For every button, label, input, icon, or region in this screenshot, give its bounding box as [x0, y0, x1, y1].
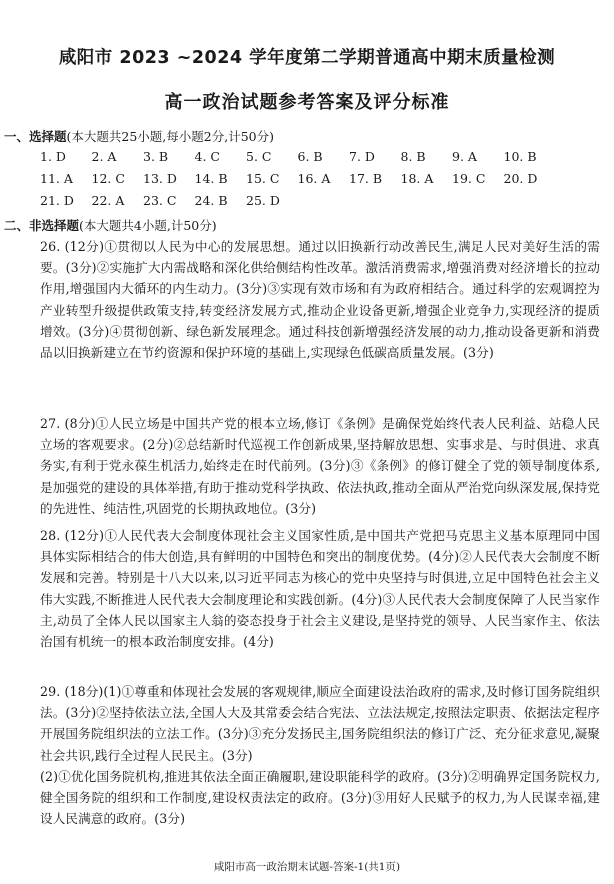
- section-essay-label: 二、非选择题: [4, 218, 80, 233]
- answer-item: 2. A: [91, 149, 117, 164]
- answer-item: 8. B: [400, 149, 426, 164]
- answer-item: 7. D: [349, 149, 375, 164]
- section-choice-note: (本大题共25小题,每小题2分,计50分): [66, 129, 274, 144]
- answer-item: 24. B: [194, 193, 228, 208]
- question-29-answer: [40, 681, 600, 829]
- answer-item: 21. D: [40, 193, 74, 208]
- question-29-part2: (2)①优化国务院机构,推进其依法全面正确履职,建设职能科学的政府。(3分)②明确界定国务院权力,健全国务院的组织和工作制度,建设权责法定的政府。(3分)③用好人民赋予的权力,为人民谋幸福,建设人民满意的政府。(3分): [40, 768, 600, 827]
- answer-item: 22. A: [91, 193, 125, 208]
- question-28-answer: 28. (12分)①人民代表大会制度体现社会主义国家性质,是中国共产党把马克思主义基本原理同中国具体实际相结合的伟大创造,具有鲜明的中国特色和突出的制度优势。(4分)②人民代表大会制度不断发展和完善。特别是十八大以来,以习近平同志为核心的党中央坚持与时俱进,立足中国特色社会主义伟大实践,不断推进人民代表大会制度理论和实践创新。(4分)③人民代表大会制度保障了人民当家作主,动员了全体人民以国家主人翁的姿态投身于社会主义建设,是坚持党的领导、人民当家作主、依法治国有机统一的根本政治制度安排。(4分): [40, 528, 600, 650]
- answer-item: 10. B: [503, 149, 537, 164]
- answer-item: 17. B: [349, 171, 383, 186]
- answer-item: 1. D: [40, 149, 66, 164]
- answer-item: 14. B: [194, 171, 228, 186]
- answer-item: 12. C: [91, 171, 125, 186]
- answer-item: 9. A: [452, 149, 477, 164]
- document-subtitle: 高一政治试题参考答案及评分标准: [164, 92, 450, 113]
- section-choice-label: 一、选择题: [4, 129, 67, 144]
- answer-item: 25. D: [246, 193, 280, 208]
- answer-item: 19. C: [452, 171, 486, 186]
- document-title: 咸阳市 2023 ~2024 学年度第二学期普通高中期末质量检测: [58, 48, 556, 68]
- page-footer: 咸阳市高一政治期末试题-答案-1(共1页): [213, 861, 401, 873]
- question-26-answer: 26. (12分)①贯彻以人民为中心的发展思想。通过以旧换新行动改善民生,满足人民对美好生活的需要。(3分)②实施扩大内需战略和深化供给侧结构性改革。激活消费需求,增强消费对经济增长的拉动作用,增强国内大循环的内生动力。(3分)③实现有效市场和有为政府相结合。通过科学的宏观调控为产业转型升级提供政策支持,转变经济发展方式,推动企业设备更新,增强企业竞争力,实现经济的提质增效。(3分)④贯彻创新、绿色新发展理念。通过科技创新增强经济发展的动力,推动设备更新和消费品以旧换新建立在节约资源和保护环境的基础上,实现绿色低碳高质量发展。(3分): [40, 239, 600, 361]
- section-choice-heading: [4, 127, 274, 145]
- question-27-answer: 27. (8分)①人民立场是中国共产党的根本立场,修订《条例》是确保党始终代表人民利益、站稳人民立场的客观要求。(2分)②总结新时代巡视工作创新成果,坚持解放思想、实事求是、与时俱进、求真务实,有利于党永葆生机活力,始终走在时代前列。(3分)③《条例》的修订健全了党的领导制度体系,是加强党的建设的具体举措,有助于推动党科学执政、依法执政,推动全面从严治党向纵深发展,保持党的先进性、纯洁性,巩固党的长期执政地位。(3分): [40, 416, 600, 516]
- answer-item: 15. C: [246, 171, 280, 186]
- answer-item: 6. B: [297, 149, 323, 164]
- answer-item: 5. C: [246, 149, 272, 164]
- answer-item: 20. D: [503, 171, 538, 186]
- answer-item: 13. D: [143, 171, 177, 186]
- answer-item: 16. A: [297, 171, 331, 186]
- answer-item: 23. C: [143, 193, 177, 208]
- section-essay-note: (本大题共4小题,计50分): [79, 218, 217, 233]
- answer-item: 4. C: [194, 149, 220, 164]
- question-29-part1: 29. (18分)(1)①尊重和体现社会发展的客观规律,顺应全面建设法治政府的需求,及时修订国务院组织法。(3分)②坚持依法立法,全国人大及其常委会结合宪法、立法法规定,按照法定职责、依据法定程序开展国务院组织法的立法工作。(3分)③充分发扬民主,国务院组织法的修订广泛、充分征求意见,凝聚社会共识,践行全过程人民民主。(3分): [40, 684, 600, 763]
- answer-item: 3. B: [143, 149, 169, 164]
- answer-item: 11. A: [40, 171, 73, 186]
- answer-item: 18. A: [400, 171, 434, 186]
- section-essay-heading: [4, 216, 217, 234]
